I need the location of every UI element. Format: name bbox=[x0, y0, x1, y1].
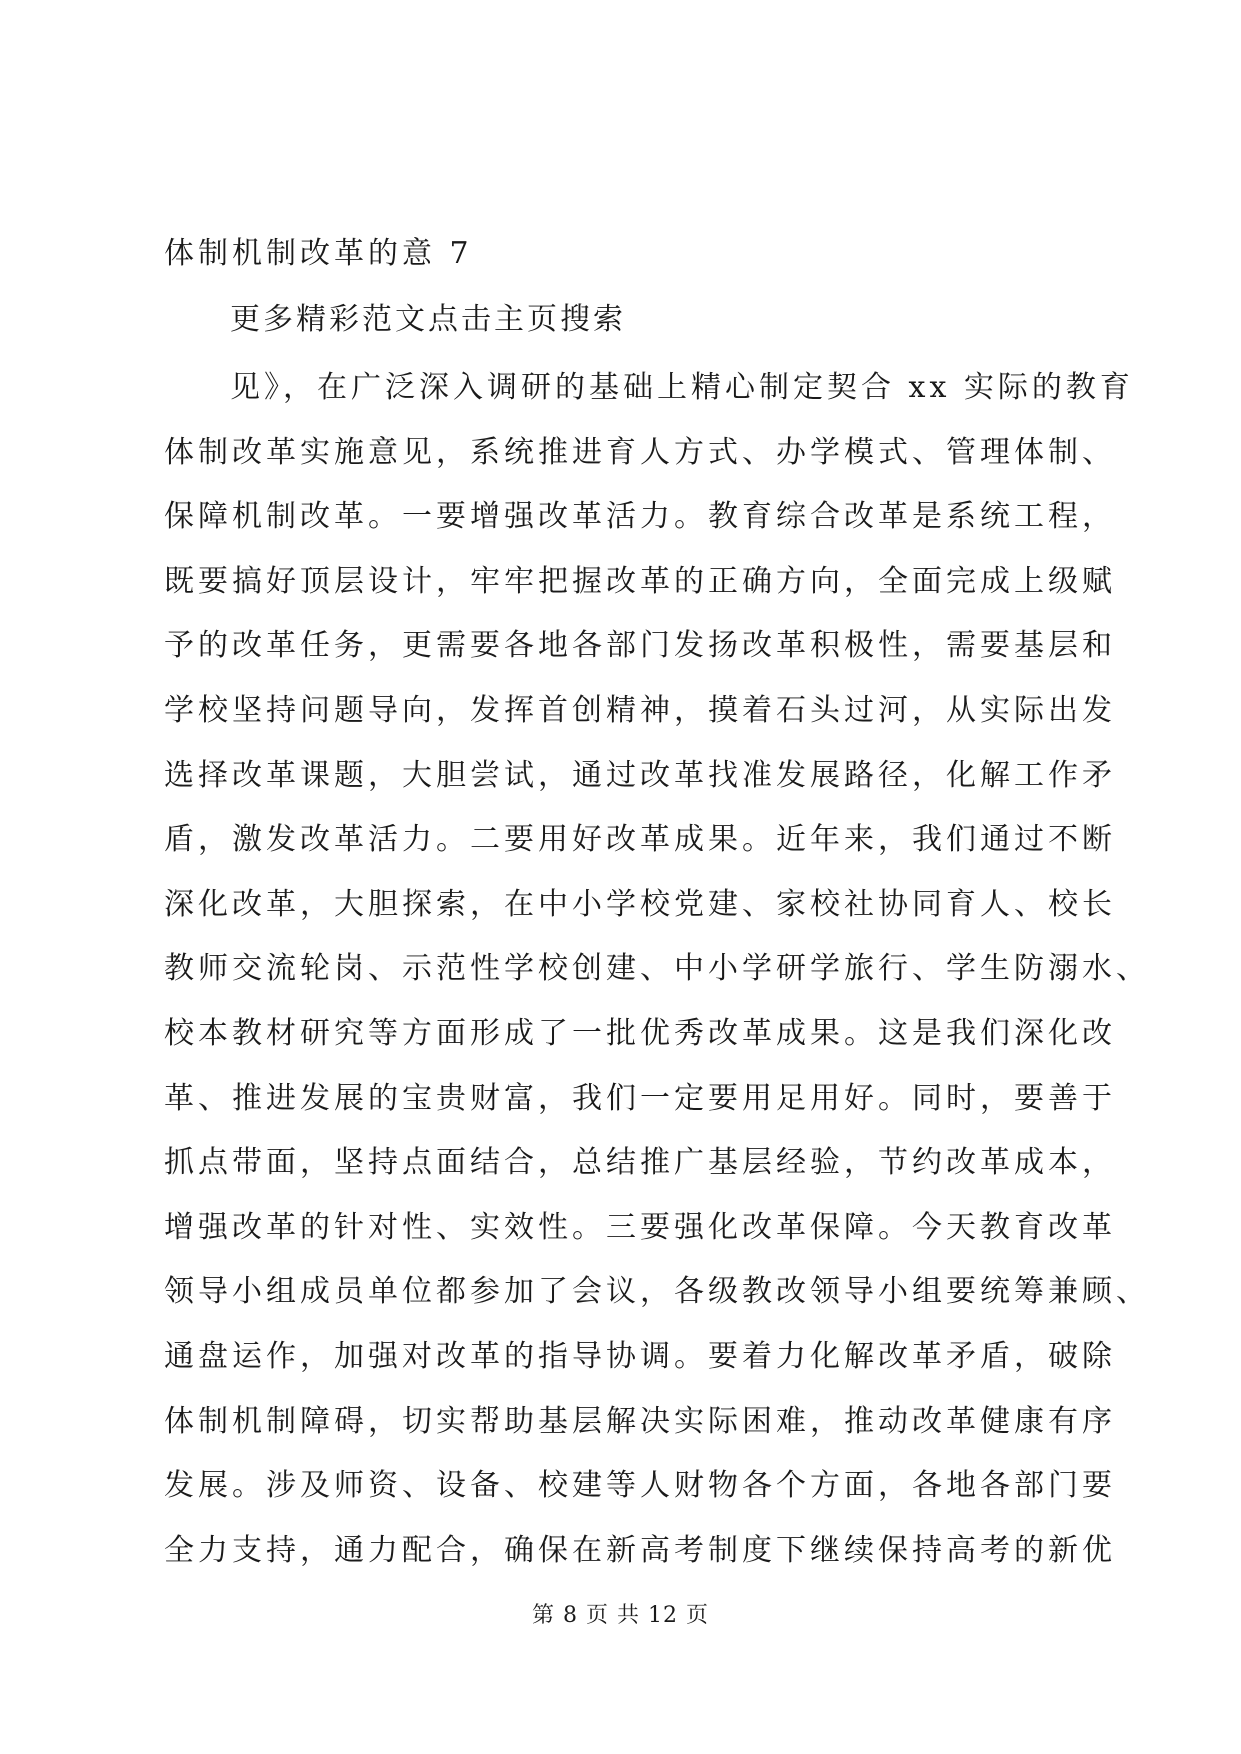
body-line: 见》，在广泛深入调研的基础上精心制定契合 xx 实际的教育 bbox=[230, 370, 1134, 405]
body-line: 学校坚持问题导向，发挥首创精神，摸着石头过河，从实际出发 bbox=[164, 692, 1116, 728]
body-line: 抓点带面，坚持点面结合，总结推广基层经验，节约改革成本， bbox=[164, 1145, 1116, 1181]
body-line: 体制机制障碍，切实帮助基层解决实际困难，推动改革健康有序 bbox=[164, 1403, 1116, 1439]
body-line: 通盘运作，加强对改革的指导协调。要着力化解改革矛盾，破除 bbox=[164, 1338, 1116, 1374]
page-footer: 第 8 页 共 12 页 bbox=[532, 1603, 709, 1628]
body-line: 发展。涉及师资、设备、校建等人财物各个方面，各地各部门要 bbox=[164, 1468, 1116, 1504]
body-line: 增强改革的针对性、实效性。三要强化改革保障。今天教育改革 bbox=[164, 1209, 1116, 1245]
body-line: 全力支持，通力配合，确保在新高考制度下继续保持高考的新优 bbox=[164, 1532, 1116, 1568]
body-line: 既要搞好顶层设计，牢牢把握改革的正确方向，全面完成上级赋 bbox=[164, 563, 1116, 599]
promo-note: 更多精彩范文点击主页搜索 bbox=[230, 302, 626, 337]
body-line: 深化改革，大胆探索，在中小学校党建、家校社协同育人、校长 bbox=[164, 886, 1116, 922]
section-heading: 体制机制改革的意 7 bbox=[164, 236, 473, 271]
body-line: 保障机制改革。一要增强改革活力。教育综合改革是系统工程， bbox=[164, 499, 1116, 535]
body-line: 教师交流轮岗、示范性学校创建、中小学研学旅行、学生防溺水、 bbox=[164, 951, 1150, 987]
body-line: 校本教材研究等方面形成了一批优秀改革成果。这是我们深化改 bbox=[164, 1015, 1116, 1051]
body-line: 予的改革任务，更需要各地各部门发扬改革积极性，需要基层和 bbox=[164, 628, 1116, 664]
body-line: 革、推进发展的宝贵财富，我们一定要用足用好。同时，要善于 bbox=[164, 1080, 1116, 1116]
body-line: 选择改革课题，大胆尝试，通过改革找准发展路径，化解工作矛 bbox=[164, 757, 1116, 793]
body-paragraph bbox=[164, 356, 1150, 1583]
body-line: 体制改革实施意见，系统推进育人方式、办学模式、管理体制、 bbox=[164, 434, 1116, 470]
body-line: 领导小组成员单位都参加了会议，各级教改领导小组要统筹兼顾、 bbox=[164, 1274, 1150, 1310]
body-line: 盾，激发改革活力。二要用好改革成果。近年来，我们通过不断 bbox=[164, 822, 1116, 858]
